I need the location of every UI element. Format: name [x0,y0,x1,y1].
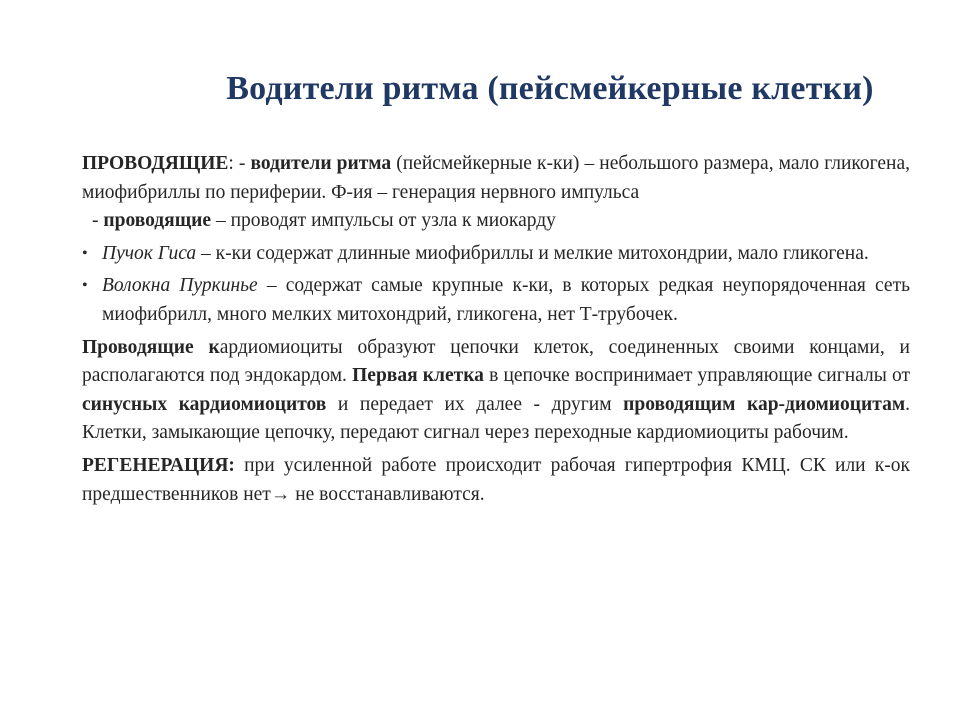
his-bundle-description: – к-ки содержат длинные миофибриллы и мелкие митохондрии, мало гликогена. [196,242,869,264]
conducting-description: – проводят импульсы от узла к миокарду [211,210,556,232]
chain-text-2: в цепочке воспринимает управляющие сигналы от [483,365,910,387]
paragraph-conducting [82,150,910,207]
chain-term-1: Проводящие к [82,336,220,358]
list-item [82,272,910,329]
his-bundle-term: Пучок Гиса [102,242,197,264]
slide-title: Водители ритма (пейсмейкерные клетки) [226,70,874,107]
bullet-icon: • [82,244,88,262]
pacemaker-description: (пейсмейкерные к-ки) – небольшого размера, мало гликогена, миофибриллы по периферии. Ф-ия – генерация нервного импульса [82,153,910,203]
slide-body [82,150,910,509]
bullet-icon: • [82,277,88,295]
purkinje-description: – содержат самые крупные к-ки, в которых редкая неупорядоченная сеть миофибрилл, много мелких митохондрий, гликогена, нет Т-трубочек. [102,275,910,325]
chain-text-1: ардиомиоциты образуют цепочки клеток, соединенных своими концами, и располагаются под эндокардом. [82,336,910,387]
pacemaker-term: водители ритма [250,153,392,174]
regeneration-heading: РЕГЕНЕРАЦИЯ: [82,454,235,476]
list-item [82,240,910,269]
chain-term-2: Первая клетка [352,365,484,387]
purkinje-term: Волокна Пуркинье [102,275,258,297]
paragraph-chain [82,334,910,448]
chain-term-3: синусных кардиомиоцитов [82,393,327,415]
paragraph-conducting-cells [82,207,910,236]
chain-term-4: проводящим кар-диомиоцитам [623,393,906,415]
regeneration-description: при усиленной работе происходит рабочая гипертрофия КМЦ. СК или к-ок предшественников нет→ не восстанавливаются. [82,454,910,505]
chain-text-3: и передает их далее - другим [326,393,624,415]
conducting-term: проводящие [103,210,212,232]
paragraph-regeneration [82,452,910,509]
bullet-list [82,240,910,330]
conducting-heading: ПРОВОДЯЩИЕ [82,153,229,174]
chain-text-4: . Клетки, замыкающие цепочку, передают сигнал через переходные кардиомиоциты рабочим. [82,393,910,444]
dash-prefix: - [92,210,104,232]
separator-text: : - [228,153,251,174]
